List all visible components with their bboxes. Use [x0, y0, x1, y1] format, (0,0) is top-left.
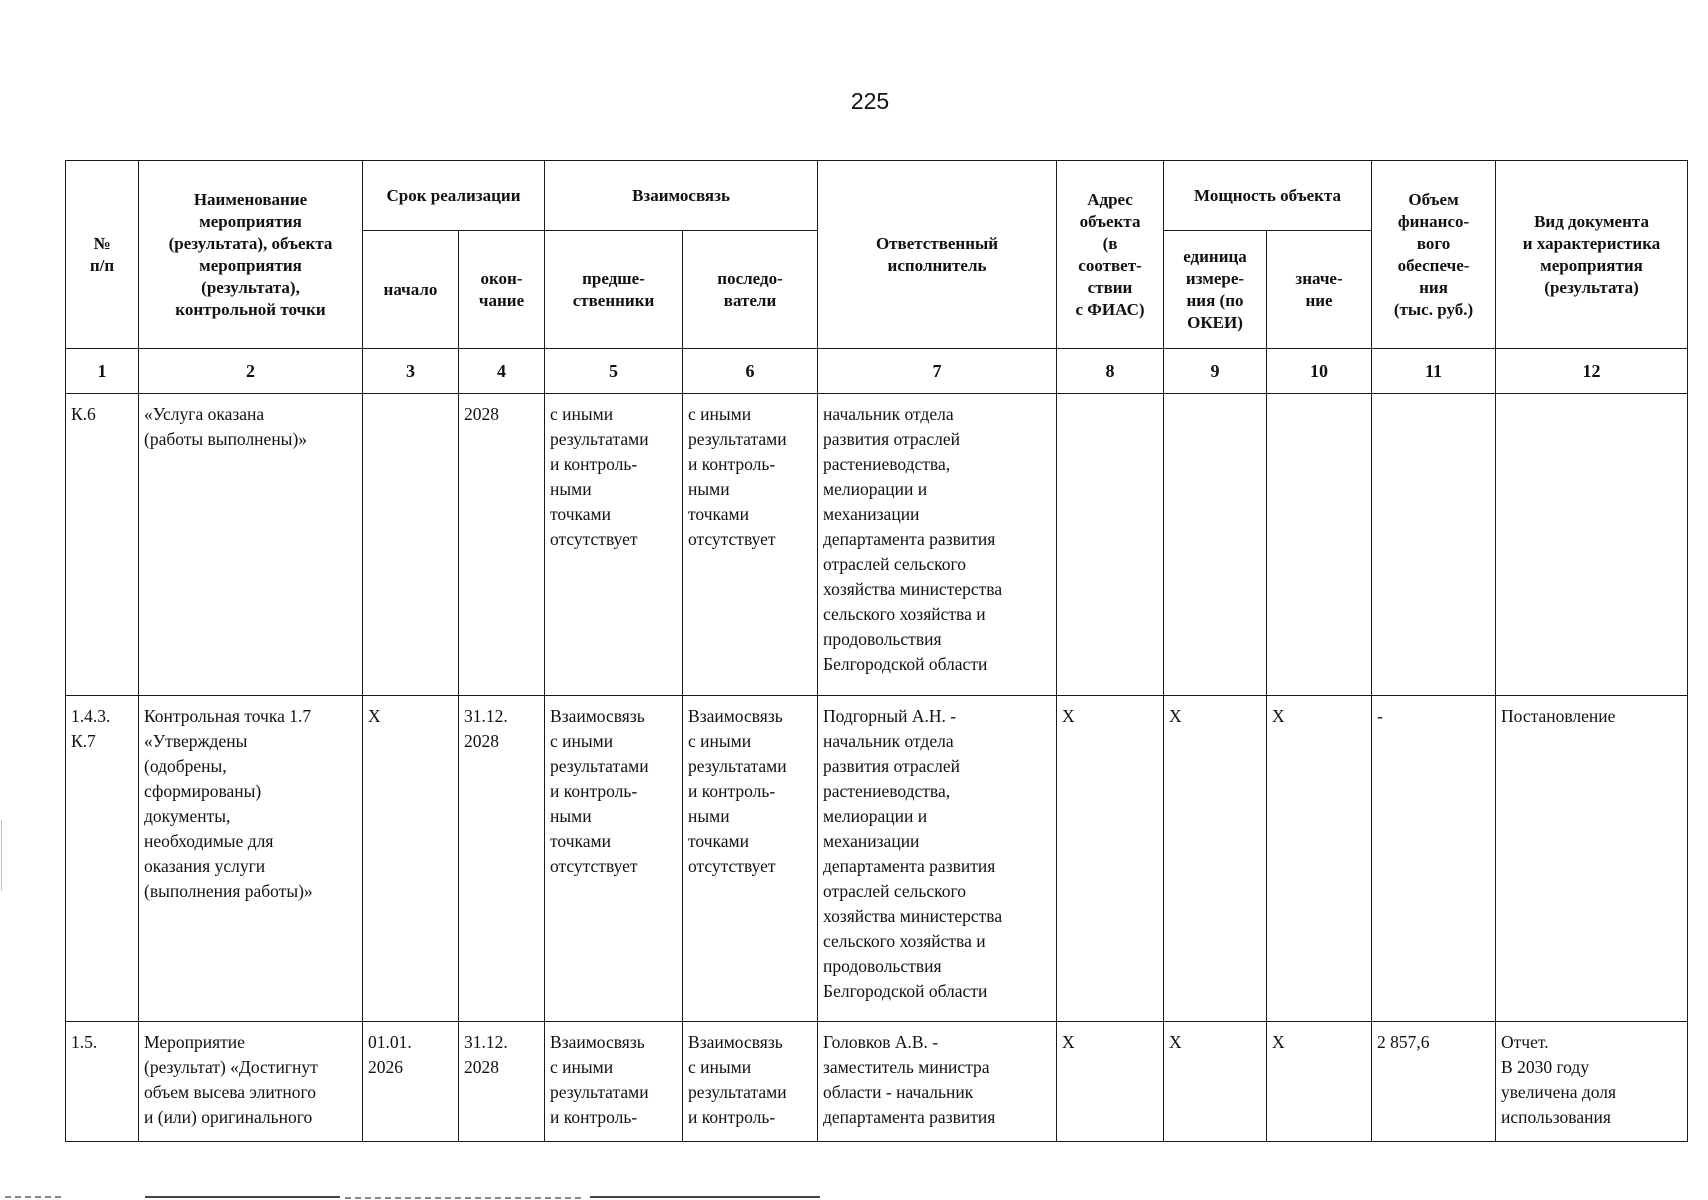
- text-line: X: [1062, 706, 1075, 726]
- cell-num: [66, 696, 139, 1022]
- text-line: продовольствия: [823, 629, 942, 649]
- text-line: отсутствует: [688, 856, 776, 876]
- text-line: единица: [1183, 246, 1247, 266]
- text-line: и контроль-: [550, 1107, 638, 1127]
- text-line: растениеводства,: [823, 454, 951, 474]
- header-predecessors: [545, 231, 683, 349]
- text-line: предше-: [582, 268, 645, 288]
- cell-value: [1267, 394, 1372, 696]
- text-line: Взаимосвязь: [550, 1032, 645, 1052]
- text-line: Объем: [1408, 189, 1459, 209]
- text-line: начальник отдела: [823, 731, 954, 751]
- text-line: п/п: [89, 255, 115, 275]
- text-line: (одобрены,: [144, 756, 227, 776]
- text-line: и характеристика: [1522, 233, 1661, 253]
- text-line: с ФИАС): [1075, 299, 1145, 319]
- cell-start: [363, 1022, 459, 1142]
- table-row: [66, 696, 1688, 1022]
- header-name: [139, 161, 363, 349]
- column-number: 7: [818, 349, 1057, 394]
- text-line: 2028: [464, 731, 499, 751]
- text-line: объекта: [1079, 211, 1141, 231]
- text-line: растениеводства,: [823, 781, 951, 801]
- text-line: Головков А.В. -: [823, 1032, 939, 1052]
- text-line: 1.5.: [71, 1032, 98, 1052]
- text-line: обеспече-: [1397, 255, 1470, 275]
- text-line: измере-: [1185, 268, 1245, 288]
- cell-num: [66, 1022, 139, 1142]
- text-line: Наименование: [193, 189, 308, 209]
- text-line: (результат) «Достигнут: [144, 1057, 318, 1077]
- cell-successors: [683, 696, 818, 1022]
- text-line: ния (по: [1186, 290, 1244, 310]
- header-row-1: [66, 161, 1688, 231]
- text-line: и контроль-: [688, 1107, 776, 1127]
- text-line: мероприятия: [199, 211, 302, 231]
- column-number: 5: [545, 349, 683, 394]
- cell-value: [1267, 696, 1372, 1022]
- table-row: [66, 1022, 1688, 1142]
- footer-dash-rule: [345, 1197, 585, 1199]
- header-value: [1267, 231, 1372, 349]
- text-line: развития отраслей: [823, 429, 961, 449]
- cell-executor: [818, 394, 1057, 696]
- text-line: точками: [688, 504, 749, 524]
- text-line: 2028: [464, 404, 499, 424]
- header-funding: [1372, 161, 1496, 349]
- column-number: 10: [1267, 349, 1372, 394]
- text-line: ными: [550, 479, 592, 499]
- text-line: К.7: [71, 731, 96, 751]
- text-line: точками: [550, 504, 611, 524]
- text-line: X: [1272, 706, 1285, 726]
- text-line: ными: [688, 806, 730, 826]
- header-relation: Взаимосвязь: [545, 161, 818, 231]
- text-line: оказания услуги: [144, 856, 266, 876]
- text-line: мероприятия: [1540, 255, 1643, 275]
- text-line: (работы выполнены)»: [144, 429, 308, 449]
- text-line: результатами: [688, 1082, 787, 1102]
- text-line: использования: [1501, 1107, 1611, 1127]
- header-period: Срок реализации: [363, 161, 545, 231]
- text-line: ние: [1305, 290, 1333, 310]
- column-number: 4: [459, 349, 545, 394]
- cell-doc-type: [1496, 1022, 1688, 1142]
- text-line: Контрольная точка 1.7: [144, 706, 312, 726]
- page-number: 225: [850, 88, 890, 114]
- text-line: и контроль-: [550, 454, 638, 474]
- text-line: развития отраслей: [823, 756, 961, 776]
- text-line: «Услуга оказана: [144, 404, 265, 424]
- column-number: 1: [66, 349, 139, 394]
- text-line: Белгородской области: [823, 654, 988, 674]
- text-line: точками: [550, 831, 611, 851]
- text-line: и (или) оригинального: [144, 1107, 313, 1127]
- cell-address: [1057, 1022, 1164, 1142]
- text-line: с иными: [550, 1057, 614, 1077]
- text-line: (результата), объекта: [168, 233, 333, 253]
- text-line: (тыс. руб.): [1393, 299, 1474, 319]
- text-line: отраслей сельского: [823, 881, 967, 901]
- text-line: результатами: [688, 429, 787, 449]
- cell-funding: [1372, 1022, 1496, 1142]
- text-line: необходимые для: [144, 831, 274, 851]
- text-line: №: [93, 233, 111, 253]
- text-line: с иными: [688, 404, 752, 424]
- text-line: хозяйства министерства: [823, 906, 1003, 926]
- column-number: 8: [1057, 349, 1164, 394]
- text-line: значе-: [1295, 268, 1343, 288]
- text-line: отсутствует: [688, 529, 776, 549]
- text-line: (результата): [1544, 277, 1639, 297]
- text-line: департамента развития: [823, 529, 996, 549]
- cell-name: [139, 696, 363, 1022]
- text-line: 2028: [464, 1057, 499, 1077]
- header-unit: [1164, 231, 1267, 349]
- text-line: Отчет.: [1501, 1032, 1549, 1052]
- cell-address: [1057, 394, 1164, 696]
- text-line: Постановление: [1501, 706, 1616, 726]
- text-line: ствии: [1087, 277, 1133, 297]
- text-line: 2026: [368, 1057, 403, 1077]
- header-end: [459, 231, 545, 349]
- text-line: заместитель министра: [823, 1057, 990, 1077]
- text-line: продовольствия: [823, 956, 942, 976]
- text-line: Взаимосвязь: [688, 1032, 783, 1052]
- text-line: результатами: [550, 1082, 649, 1102]
- text-line: X: [1169, 706, 1182, 726]
- text-line: хозяйства министерства: [823, 579, 1003, 599]
- cell-end: [459, 1022, 545, 1142]
- text-line: отсутствует: [550, 856, 638, 876]
- header-address: [1057, 161, 1164, 349]
- cell-doc-type: [1496, 696, 1688, 1022]
- header-num: [66, 161, 139, 349]
- text-line: Ответственный: [875, 233, 999, 253]
- text-line: 31.12.: [464, 706, 508, 726]
- column-number: 12: [1496, 349, 1688, 394]
- cell-funding: [1372, 394, 1496, 696]
- header-start: начало: [363, 231, 459, 349]
- text-line: мелиорации и: [823, 479, 928, 499]
- text-line: окон-: [480, 268, 523, 288]
- text-line: результатами: [550, 756, 649, 776]
- text-line: Вид документа: [1534, 211, 1649, 231]
- cell-predecessors: [545, 1022, 683, 1142]
- cell-start: [363, 394, 459, 696]
- header-successors: [683, 231, 818, 349]
- text-line: последо-: [717, 268, 783, 288]
- text-line: (выполнения работы)»: [144, 881, 313, 901]
- text-line: сельского хозяйства и: [823, 604, 986, 624]
- text-line: «Утверждены: [144, 731, 248, 751]
- cell-successors: [683, 1022, 818, 1142]
- cell-doc-type: [1496, 394, 1688, 696]
- cell-predecessors: [545, 696, 683, 1022]
- text-line: 1.4.3.: [71, 706, 111, 726]
- cell-executor: [818, 1022, 1057, 1142]
- cell-end: [459, 394, 545, 696]
- column-number: 9: [1164, 349, 1267, 394]
- scan-edge-mark: [1, 820, 2, 890]
- text-line: финансо-: [1397, 211, 1470, 231]
- text-line: сельского хозяйства и: [823, 931, 986, 951]
- text-line: отсутствует: [550, 529, 638, 549]
- text-line: чание: [478, 290, 525, 310]
- text-line: ственники: [572, 290, 655, 310]
- text-line: контрольной точки: [175, 299, 326, 319]
- text-line: области - начальник: [823, 1082, 974, 1102]
- footer-dash-rule: [5, 1196, 65, 1198]
- text-line: X: [1062, 1032, 1075, 1052]
- text-line: Мероприятие: [144, 1032, 245, 1052]
- text-line: соответ-: [1078, 255, 1142, 275]
- header-capacity: Мощность объекта: [1164, 161, 1372, 231]
- cell-successors: [683, 394, 818, 696]
- column-number: 2: [139, 349, 363, 394]
- text-line: департамента развития: [823, 856, 996, 876]
- cell-value: [1267, 1022, 1372, 1142]
- text-line: 31.12.: [464, 1032, 508, 1052]
- cell-name: [139, 394, 363, 696]
- text-line: Белгородской области: [823, 981, 988, 1001]
- text-line: результатами: [550, 429, 649, 449]
- text-line: объем высева элитного: [144, 1082, 316, 1102]
- text-line: ватели: [723, 290, 777, 310]
- text-line: и контроль-: [688, 781, 776, 801]
- header-doc-type: [1496, 161, 1688, 349]
- text-line: ния: [1419, 277, 1448, 297]
- text-line: 01.01.: [368, 1032, 412, 1052]
- header-executor: [818, 161, 1057, 349]
- footer-rule: [145, 1196, 340, 1198]
- cell-predecessors: [545, 394, 683, 696]
- text-line: механизации: [823, 504, 920, 524]
- table-row: [66, 394, 1688, 696]
- column-number: 11: [1372, 349, 1496, 394]
- text-line: Взаимосвязь: [550, 706, 645, 726]
- events-table: [65, 160, 1688, 1142]
- cell-start: [363, 696, 459, 1022]
- text-line: начальник отдела: [823, 404, 954, 424]
- text-line: сформированы): [144, 781, 262, 801]
- text-line: ными: [688, 479, 730, 499]
- text-line: (в: [1102, 233, 1118, 253]
- cell-unit: [1164, 696, 1267, 1022]
- text-line: X: [1272, 1032, 1285, 1052]
- text-line: с иными: [688, 731, 752, 751]
- text-line: ОКЕИ): [1187, 312, 1243, 332]
- text-line: с иными: [550, 731, 614, 751]
- column-number: 6: [683, 349, 818, 394]
- text-line: с иными: [688, 1057, 752, 1077]
- text-line: и контроль-: [688, 454, 776, 474]
- column-numbers-row: [66, 349, 1688, 394]
- text-line: 2 857,6: [1377, 1032, 1430, 1052]
- text-line: механизации: [823, 831, 920, 851]
- text-line: с иными: [550, 404, 614, 424]
- column-number: 3: [363, 349, 459, 394]
- cell-unit: [1164, 1022, 1267, 1142]
- text-line: Подгорный А.Н. -: [823, 706, 957, 726]
- text-line: отраслей сельского: [823, 554, 967, 574]
- text-line: результатами: [688, 756, 787, 776]
- text-line: ными: [550, 806, 592, 826]
- text-line: документы,: [144, 806, 231, 826]
- text-line: X: [1169, 1032, 1182, 1052]
- text-line: X: [368, 706, 381, 726]
- text-line: департамента развития: [823, 1107, 996, 1127]
- text-line: вого: [1416, 233, 1451, 253]
- text-line: В 2030 году: [1501, 1057, 1590, 1077]
- cell-address: [1057, 696, 1164, 1022]
- text-line: мелиорации и: [823, 806, 928, 826]
- text-line: мероприятия: [199, 255, 302, 275]
- text-line: К.6: [71, 404, 96, 424]
- text-line: исполнитель: [887, 255, 987, 275]
- cell-end: [459, 696, 545, 1022]
- footer-rule: [590, 1196, 820, 1198]
- text-line: точками: [688, 831, 749, 851]
- cell-executor: [818, 696, 1057, 1022]
- cell-unit: [1164, 394, 1267, 696]
- cell-name: [139, 1022, 363, 1142]
- text-line: (результата),: [201, 277, 300, 297]
- text-line: увеличена доля: [1501, 1082, 1617, 1102]
- text-line: -: [1377, 706, 1383, 726]
- cell-funding: [1372, 696, 1496, 1022]
- cell-num: [66, 394, 139, 696]
- text-line: и контроль-: [550, 781, 638, 801]
- text-line: Адрес: [1087, 189, 1133, 209]
- text-line: Взаимосвязь: [688, 706, 783, 726]
